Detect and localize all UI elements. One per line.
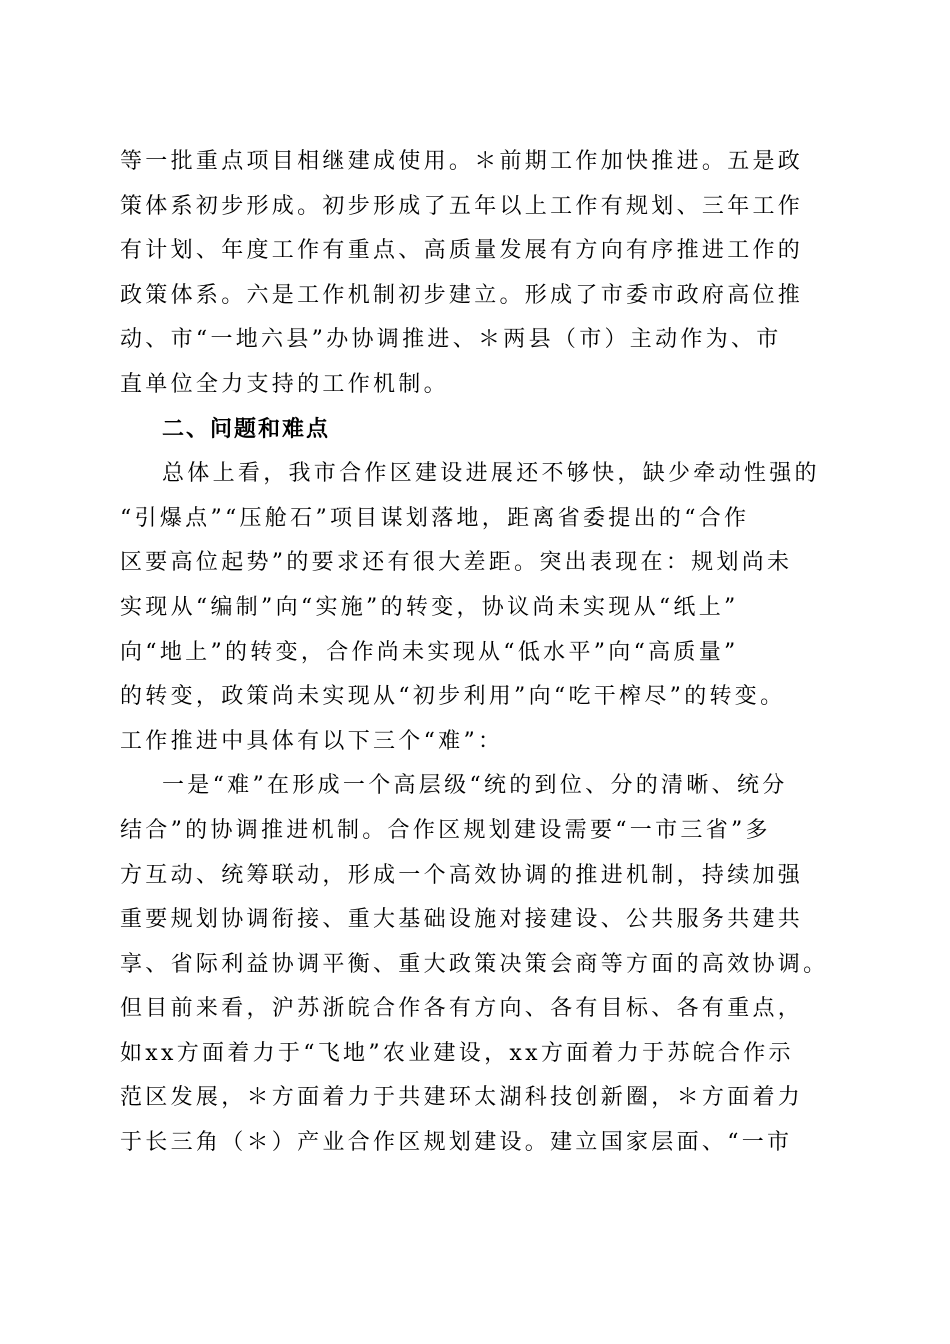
text-line: 重要规划协调衔接、重大基础设施对接建设、公共服务共建共 — [120, 907, 804, 933]
text-line: 如xx方面着力于“飞地”农业建设，xx方面着力于苏皖合作示 — [120, 1040, 794, 1066]
text-line: 结合”的协调推进机制。合作区规划建设需要“一市三省”多 — [120, 817, 771, 843]
text-line: 策体系初步形成。初步形成了五年以上工作有规划、三年工作 — [120, 193, 804, 219]
text-line: 有计划、年度工作有重点、高质量发展有方向有序推进工作的 — [120, 238, 804, 264]
text-line: 于长三角（＊）产业合作区规划建设。建立国家层面、“一市 — [120, 1130, 793, 1156]
text-line: “引爆点”“压舱石”项目谋划落地，距离省委提出的“合作 — [120, 505, 750, 531]
text-line: 但目前来看，沪苏浙皖合作各有方向、各有目标、各有重点， — [120, 996, 804, 1022]
text-line: 实现从“编制”向“实施”的转变，协议尚未实现从“纸上” — [120, 594, 739, 620]
text-line: 政策体系。六是工作机制初步建立。形成了市委市政府高位推 — [120, 282, 804, 308]
section-heading: 二、问题和难点 — [162, 416, 331, 442]
text-line: 总体上看，我市合作区建设进展还不够快，缺少牵动性强的 — [162, 461, 820, 487]
text-line: 向“地上”的转变，合作尚未实现从“低水平”向“高质量” — [120, 639, 739, 665]
text-line: 的转变，政策尚未实现从“初步利用”向“吃干榨尽”的转变。 — [120, 684, 786, 710]
text-line: 一是“难”在形成一个高层级“统的到位、分的清晰、统分 — [162, 773, 788, 799]
text-line: 动、市“一地六县”办协调推进、＊两县（市）主动作为、市 — [120, 327, 782, 353]
text-line: 享、省际利益协调平衡、重大政策决策会商等方面的高效协调。 — [120, 951, 829, 977]
text-line: 等一批重点项目相继建成使用。＊前期工作加快推进。五是政 — [120, 149, 804, 174]
text-line: 直单位全力支持的工作机制。 — [120, 371, 449, 397]
text-line: 方互动、统筹联动，形成一个高效协调的推进机制，持续加强 — [120, 862, 804, 888]
text-line: 区要高位起势”的要求还有很大差距。突出表现在：规划尚未 — [120, 550, 793, 576]
paragraph-coordination-difficulty — [120, 764, 830, 1165]
document-page — [120, 140, 830, 1166]
text-line: 工作推进中具体有以下三个“难”： — [120, 728, 504, 754]
text-line: 范区发展，＊方面着力于共建环太湖科技创新圈，＊方面着力 — [120, 1085, 804, 1111]
paragraph-problems-overview — [120, 452, 830, 764]
paragraph-project-progress — [120, 140, 830, 408]
